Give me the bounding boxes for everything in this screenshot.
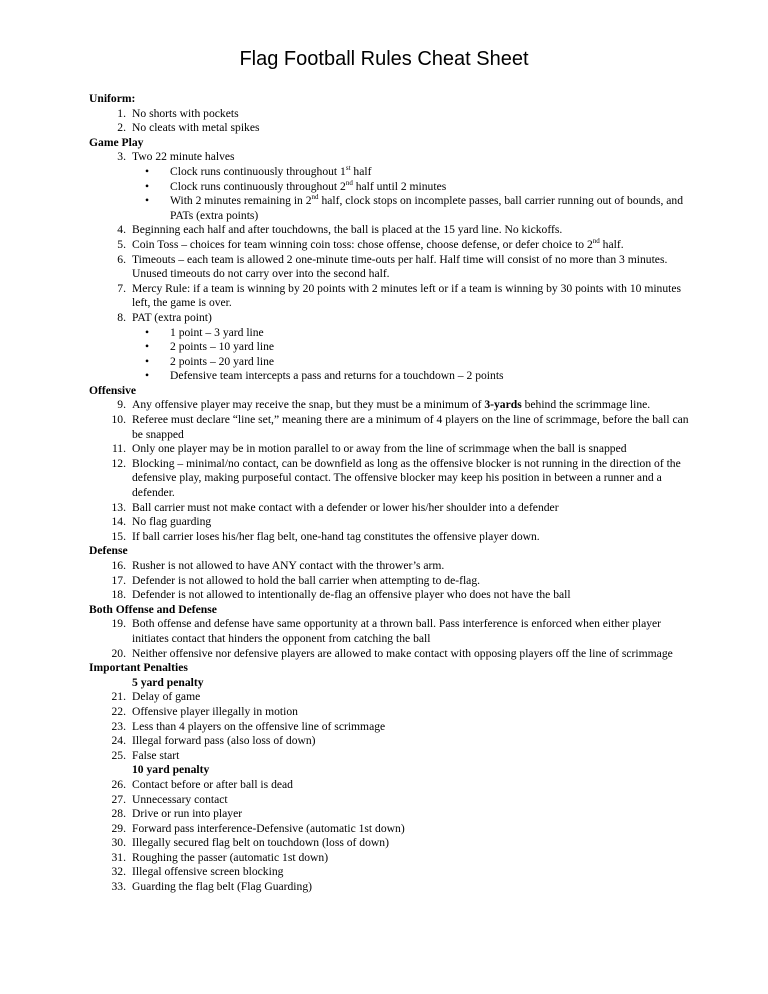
bullet-icon: • xyxy=(145,179,150,193)
bullet-icon: • xyxy=(145,194,150,208)
list-item: 26. Contact before or after ball is dead xyxy=(111,777,293,791)
section-penalties: Important Penalties xyxy=(89,661,188,675)
page-title: Flag Football Rules Cheat Sheet xyxy=(239,48,529,70)
list-item: 9. Any offensive player may receive the snap, but they must be a minimum of 3-yards behind the scrimmage line. xyxy=(117,398,651,412)
list-item: 18. Defender is not allowed to intentionally de-flag an offensive player who does not have the ball xyxy=(111,588,571,602)
section-both: Both Offense and Defense xyxy=(89,602,217,616)
section-game-play: Game Play xyxy=(89,135,144,149)
list-item: 17. Defender is not allowed to hold the ball carrier when attempting to de-flag. xyxy=(111,573,481,587)
bullet-item: • Defensive team intercepts a pass and returns for a touchdown – 2 points xyxy=(145,369,504,383)
list-item: 2. No cleats with metal spikes xyxy=(117,121,260,135)
list-item: 13. Ball carrier must not make contact with a defender or lower his/her shoulder into a defender xyxy=(111,500,559,514)
list-item: 4. Beginning each half and after touchdowns, the ball is placed at the 15 yard line. No kickoffs. xyxy=(117,223,563,237)
list-item: 22. Offensive player illegally in motion xyxy=(111,704,298,718)
list-item: 5. Coin Toss – choices for team winning coin toss: chose offense, choose defense, or defer choice to 2nd half. xyxy=(117,237,624,251)
bullet-item: • 2 points – 20 yard line xyxy=(145,354,275,368)
list-item: 3. Two 22 minute halves xyxy=(117,150,235,164)
list-item: 7. Mercy Rule: if a team is winning by 20 points with 2 minutes left or if a team is winning by 30 points with 10 minutes left, the game is over. xyxy=(117,281,682,310)
list-item: 23. Less than 4 players on the offensive line of scrimmage xyxy=(111,719,386,733)
five-yard-heading: 5 yard penalty xyxy=(132,675,204,689)
list-item: 11. Only one player may be in motion parallel to or away from the line of scrimmage when the ball is snapped xyxy=(111,442,627,456)
ten-yard-heading: 10 yard penalty xyxy=(132,763,210,777)
list-item: 29. Forward pass interference-Defensive (automatic 1st down) xyxy=(111,821,405,835)
list-item: 15. If ball carrier loses his/her flag belt, one-hand tag constitutes the offensive player down. xyxy=(111,529,540,543)
list-item: 12. Blocking – minimal/no contact, can be downfield as long as the offensive blocker is not running in the direction of the defensive play, making purposeful contact. The offensive blocker may keep his position in between a runner and a defender. xyxy=(111,456,681,500)
bullet-icon: • xyxy=(145,164,150,178)
list-item: 30. Illegally secured flag belt on touchdown (loss of down) xyxy=(111,836,389,850)
list-item: 31. Roughing the passer (automatic 1st down) xyxy=(111,850,329,864)
list-item: 14. No flag guarding xyxy=(111,515,212,529)
bullet-icon: • xyxy=(145,354,150,368)
bullet-icon: • xyxy=(145,340,150,354)
list-item: 8. PAT (extra point) xyxy=(117,310,212,324)
list-item: 19. Both offense and defense have same opportunity at a thrown ball. Pass interference is enforced when either player initiates contact that hinders the opponent from catching the ball xyxy=(111,617,662,645)
bullet-item: • With 2 minutes remaining in 2nd half, clock stops on incomplete passes, ball carrier running out of bounds, and PATs (extra points) xyxy=(145,193,684,222)
list-item: 21. Delay of game xyxy=(111,690,201,704)
bullet-item: • 2 points – 10 yard line xyxy=(145,340,275,354)
bullet-icon: • xyxy=(145,325,150,339)
section-offensive: Offensive xyxy=(89,383,137,397)
bullet-item: • 1 point – 3 yard line xyxy=(145,325,264,339)
list-item: 20. Neither offensive nor defensive players are allowed to make contact with opposing players off the line of scrimmage xyxy=(111,646,673,660)
list-item: 27. Unnecessary contact xyxy=(111,792,228,806)
list-item: 25. False start xyxy=(111,748,180,762)
list-item: 33. Guarding the flag belt (Flag Guarding) xyxy=(111,880,312,894)
list-item: 10. Referee must declare “line set,” meaning there are a minimum of 4 players on the line of scrimmage, before the ball can be snapped xyxy=(111,413,689,441)
list-item: 6. Timeouts – each team is allowed 2 one-minute time-outs per half. Half time will consist of no more than 3 minutes. Unused timeouts do not carry over into the second half. xyxy=(117,252,668,281)
list-item: 1. No shorts with pockets xyxy=(117,106,239,120)
list-item: 16. Rusher is not allowed to have ANY contact with the thrower’s arm. xyxy=(111,559,445,572)
bullet-item: • Clock runs continuously throughout 1st half xyxy=(145,164,372,178)
list-item: 32. Illegal offensive screen blocking xyxy=(111,865,284,879)
list-item: 24. Illegal forward pass (also loss of down) xyxy=(111,734,316,748)
bullet-icon: • xyxy=(145,369,150,383)
list-item: 28. Drive or run into player xyxy=(111,807,243,821)
section-uniform: Uniform: xyxy=(89,92,136,105)
rules-content xyxy=(89,92,689,895)
section-defense: Defense xyxy=(89,544,128,558)
bullet-item: • Clock runs continuously throughout 2nd half until 2 minutes xyxy=(145,178,447,193)
